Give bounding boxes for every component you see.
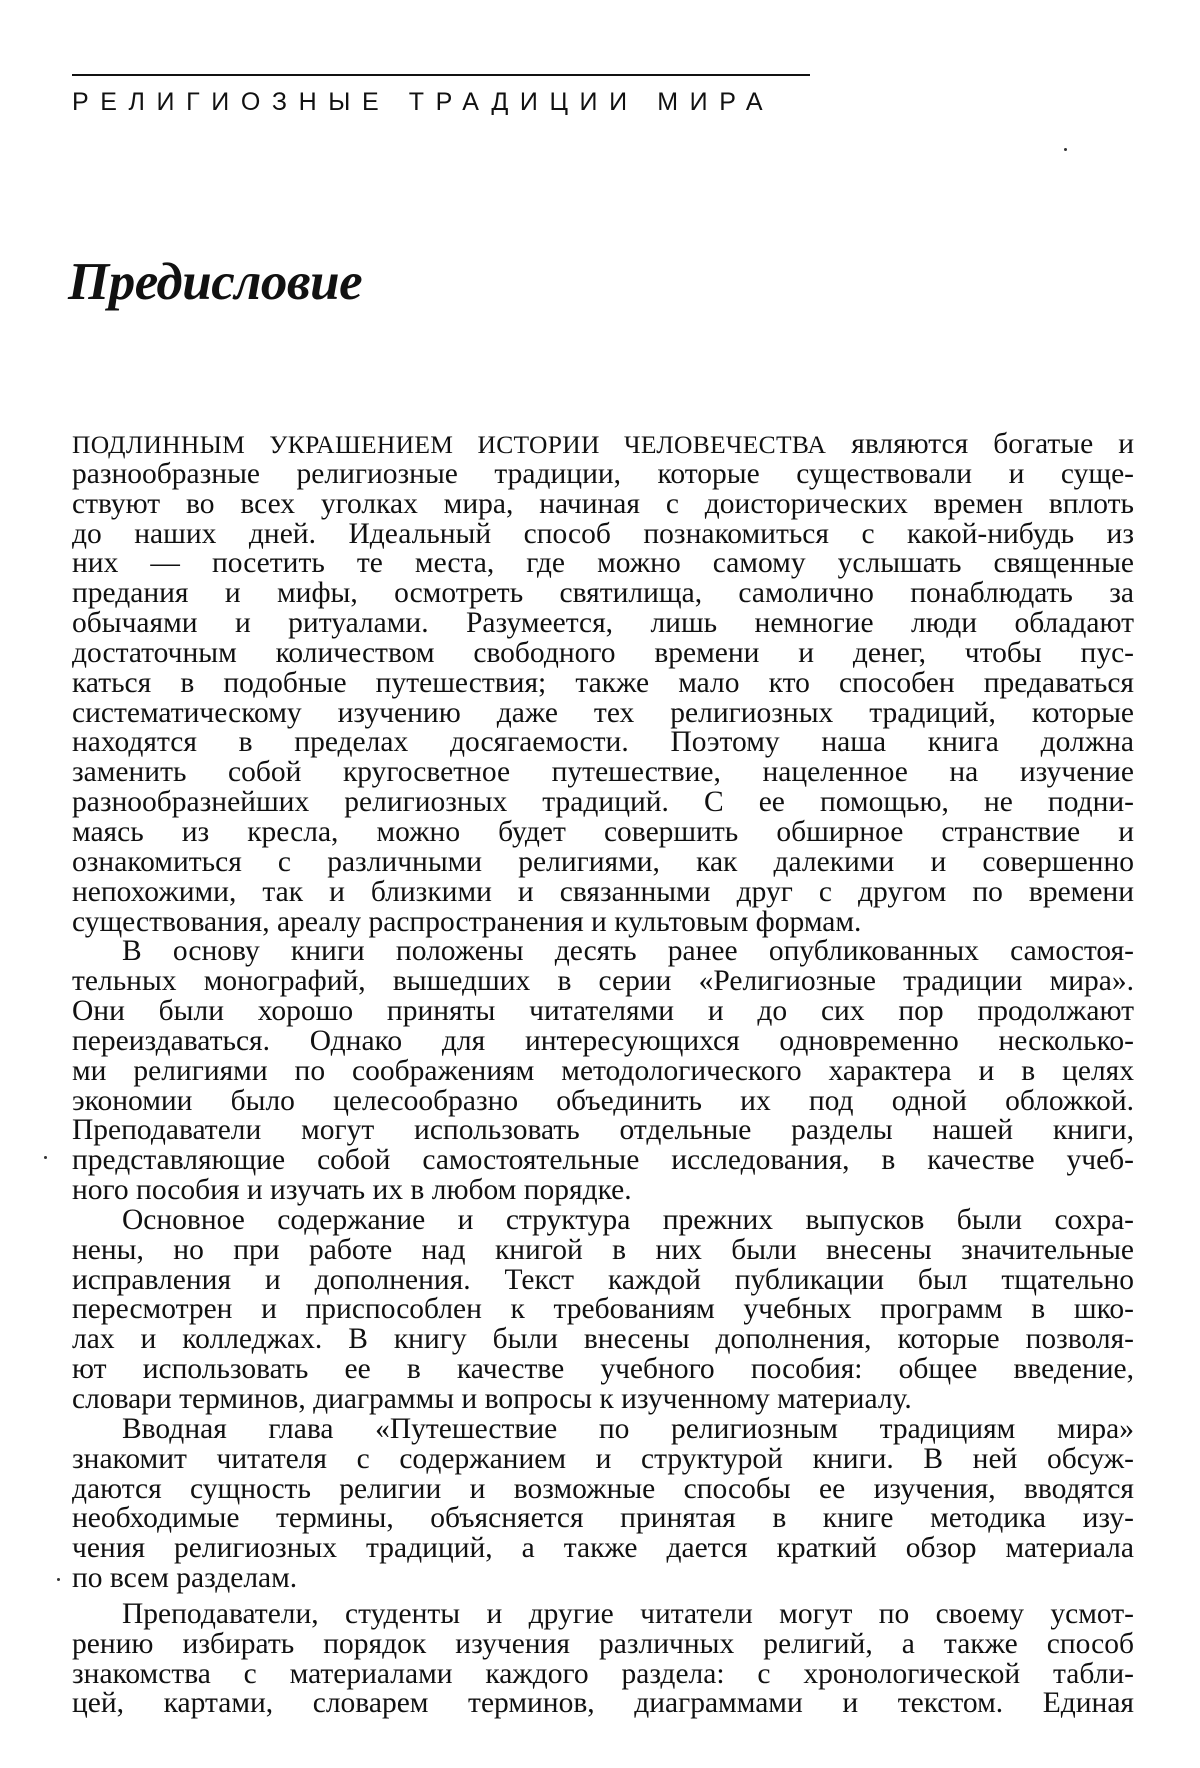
header-rule: [72, 74, 810, 76]
text-line: рению избирать порядок изучения различных религий, а также способ: [72, 1627, 1134, 1660]
text-line: пересмотрен и приспособлен к требованиям учебных программ в шко-: [72, 1293, 1134, 1326]
body-text: [72, 430, 1134, 1719]
scan-speck: [44, 1156, 47, 1159]
text-line: Вводная глава «Путешествие по религиозным традициям мира»: [122, 1412, 1134, 1445]
text-line: нены, но при работе над книгой в них были внесены значительные: [72, 1233, 1134, 1266]
text-line: разнообразнейших религиозных традиций. С ее помощью, не подни-: [72, 786, 1134, 819]
text-line: Преподаватели, студенты и другие читатели могут по своему усмот-: [122, 1597, 1134, 1630]
paragraph: [72, 430, 1134, 937]
text-line: [72, 430, 1134, 460]
chapter-title: Предисловие: [68, 253, 363, 311]
text-line: находятся в пределах досягаемости. Поэтому наша книга должна: [72, 726, 1134, 759]
text-line: разнообразные религиозные традиции, которые существовали и суще-: [72, 457, 1134, 490]
text-line: чения религиозных традиций, а также дается краткий обзор материала: [72, 1532, 1134, 1565]
text-line: Они были хорошо приняты читателями и до сих пор продолжают: [72, 995, 1134, 1028]
running-head: РЕЛИГИОЗНЫЕ ТРАДИЦИИ МИРА: [72, 88, 775, 116]
text-line: В основу книги положены десять ранее опубликованных самостоя-: [122, 935, 1134, 968]
text-line: существования, ареалу распространения и культовым формам.: [72, 905, 862, 938]
text-line: экономии было целесообразно объединить их под одной обложкой.: [72, 1084, 1134, 1117]
text-line: достаточным количеством свободного времени и денег, чтобы пус-: [72, 636, 1134, 669]
text-line: них — посетить те места, где можно самому услышать священные: [72, 547, 1134, 580]
text-line: цей, картами, словарем терминов, диаграммами и текстом. Единая: [72, 1687, 1134, 1720]
text-line: знакомит читателя с содержанием и структурой книги. В ней обсуж-: [72, 1442, 1134, 1475]
text-line: маясь из кресла, можно будет совершить обширное странствие и: [72, 815, 1134, 848]
text-line: предания и мифы, осмотреть святилища, самолично понаблюдать за: [72, 577, 1134, 610]
text-line: ознакомиться с различными религиями, как далекими и совершенно: [72, 845, 1134, 878]
text-line: каться в подобные путешествия; также мало кто способен предаваться: [72, 666, 1134, 699]
text-line: представляющие собой самостоятельные исследования, в качестве учеб-: [72, 1144, 1134, 1177]
text-line: Основное содержание и структура прежних выпусков были сохра-: [122, 1203, 1134, 1236]
paragraph: [72, 937, 1134, 1206]
text-line: ют использовать ее в качестве учебного пособия: общее введение,: [72, 1353, 1134, 1386]
text-line: даются сущность религии и возможные способы ее изучения, вводятся: [72, 1472, 1134, 1505]
paragraph: [72, 1203, 1134, 1415]
text-line: Преподаватели могут использовать отдельные разделы нашей книги,: [72, 1114, 1134, 1147]
text-line: необходимые термины, объясняется принятая в книге методика изу-: [72, 1502, 1134, 1535]
text-line: тельных монографий, вышедших в серии «Религиозные традиции мира».: [72, 965, 1134, 998]
text-line: заменить собой кругосветное путешествие, нацеленное на изучение: [72, 756, 1134, 789]
paragraph: [72, 1597, 1134, 1720]
paragraph: [72, 1412, 1134, 1595]
text-line: исправления и дополнения. Текст каждой публикации был тщательно: [72, 1263, 1134, 1296]
text-line: ми религиями по соображениям методологического характера и в целях: [72, 1054, 1134, 1087]
text-line: ствуют во всех уголках мира, начиная с доисторических времен вплоть: [72, 487, 1134, 520]
text-line: до наших дней. Идеальный способ познакомиться с какой-нибудь из: [72, 517, 1134, 550]
text-line: лах и колледжах. В книгу были внесены дополнения, которые позволя-: [72, 1323, 1134, 1356]
text-line: по всем разделам.: [72, 1562, 298, 1595]
text-line: непохожими, так и близкими и связанными друг с другом по времени: [72, 875, 1134, 908]
text-line: знакомства с материалами каждого раздела: с хронологической табли-: [72, 1657, 1134, 1690]
text-line: систематическому изучению даже тех религиозных традиций, которые: [72, 696, 1134, 729]
text-run: являются богатые и: [826, 428, 1134, 460]
text-line: обычаями и ритуалами. Разумеется, лишь немногие люди обладают: [72, 607, 1134, 640]
text-line: ного пособия и изучать их в любом порядке.: [72, 1174, 632, 1207]
text-line: словари терминов, диаграммы и вопросы к изученному материалу.: [72, 1383, 912, 1415]
scan-speck: [57, 1578, 60, 1581]
text-line: переиздаваться. Однако для интересующихся одновременно несколько-: [72, 1024, 1134, 1057]
scan-speck: [1064, 148, 1067, 151]
lead-in-smallcaps: ПОДЛИННЫМ УКРАШЕНИЕМ ИСТОРИИ ЧЕЛОВЕЧЕСТВА: [72, 430, 827, 459]
